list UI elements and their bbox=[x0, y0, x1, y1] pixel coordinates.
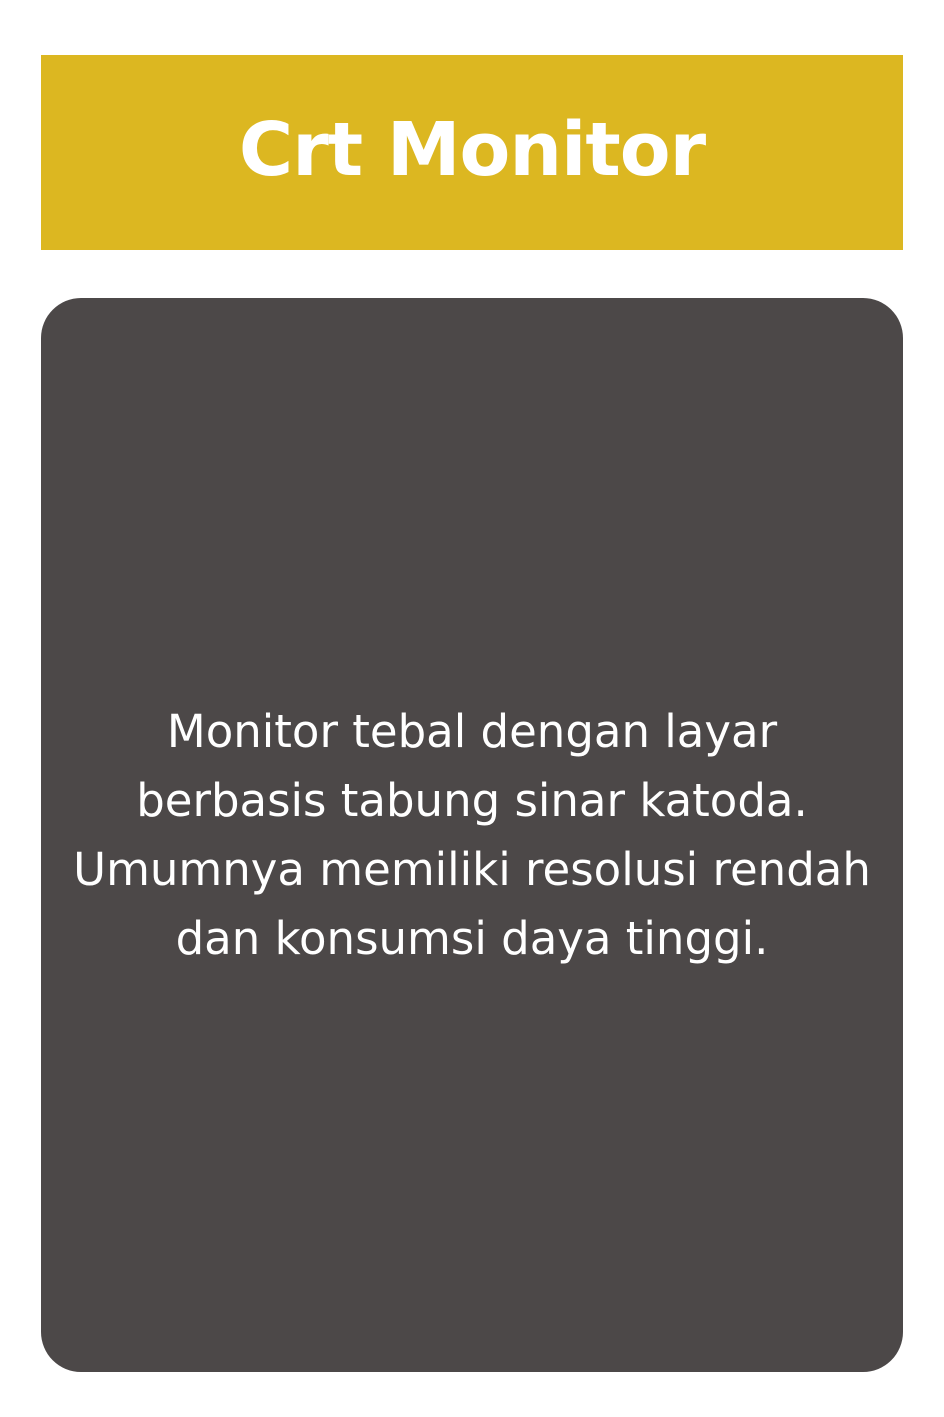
description-text: Monitor tebal dengan layar berbasis tabung sinar katoda. Umumnya memiliki resolusi rendah dan konsumsi daya tinggi. bbox=[73, 705, 871, 965]
description-card bbox=[41, 298, 903, 1372]
page-title: Crt Monitor bbox=[238, 106, 706, 193]
title-banner bbox=[41, 55, 903, 250]
